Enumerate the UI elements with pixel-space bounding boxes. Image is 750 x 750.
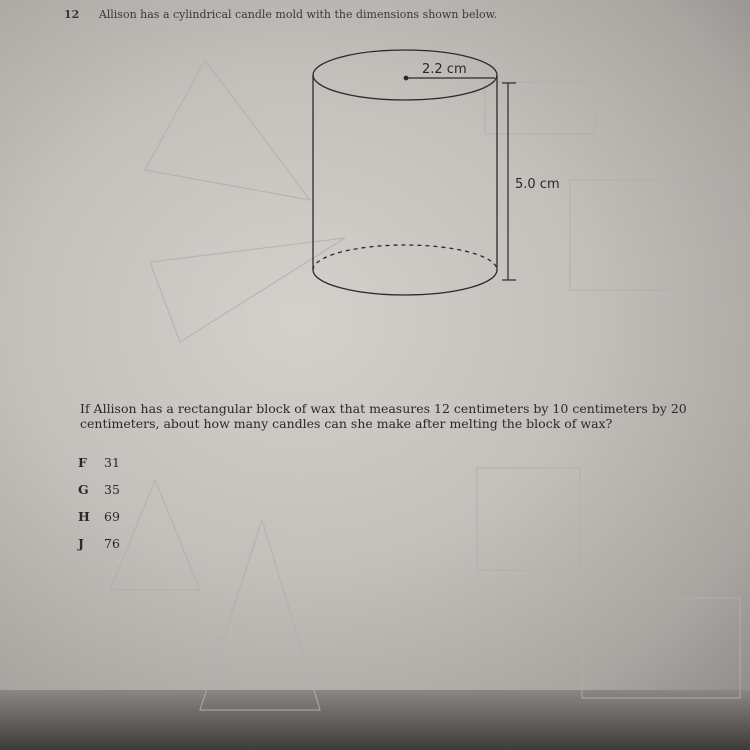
height-label: 5.0 cm xyxy=(515,177,560,192)
height-dimension-line xyxy=(502,83,516,280)
choice-value: 31 xyxy=(104,455,120,470)
bleed-through-shapes xyxy=(110,60,740,710)
question-number: 12 xyxy=(64,8,80,21)
radius-label: 2.2 cm xyxy=(422,62,467,77)
choice-value: 69 xyxy=(104,509,120,524)
choice-letter: F xyxy=(78,455,87,470)
choice-letter: H xyxy=(78,509,90,524)
choice-letter: J xyxy=(78,536,84,551)
choice-value: 76 xyxy=(104,536,120,551)
header-text: Allison has a cylindrical candle mold with the dimensions shown below. xyxy=(98,8,498,21)
choice-value: 35 xyxy=(104,482,120,497)
question-text: If Allison has a rectangular block of wax that measures 12 centimeters by 10 centimeters by 20 centimeters, about how many candles can she make after melting the block of wax? xyxy=(80,401,687,431)
choice-letter: G xyxy=(78,482,89,497)
cylinder xyxy=(313,50,497,295)
